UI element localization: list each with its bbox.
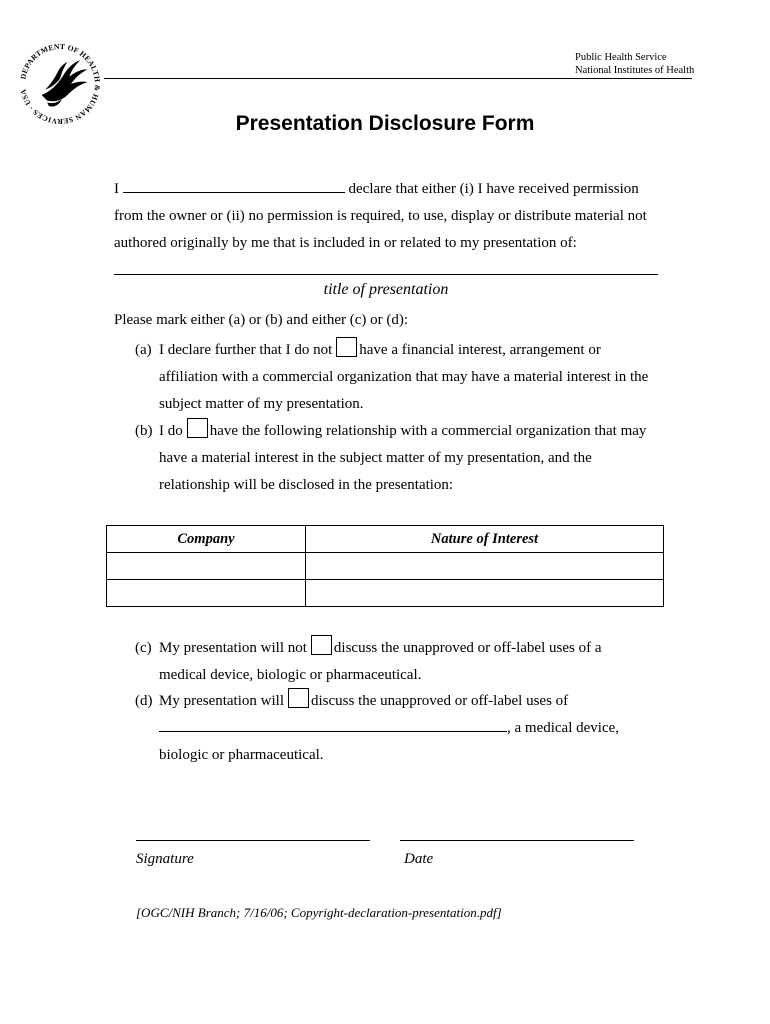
option-b-line-3: relationship will be disclosed in the presentation:: [159, 477, 454, 493]
title-caption: title of presentation: [323, 281, 449, 298]
declaration-text-3: authored originally by me that is included in or related to my presentation of:: [114, 235, 577, 251]
signature-field[interactable]: [136, 840, 370, 841]
presentation-title-field[interactable]: [114, 274, 658, 275]
option-d: [135, 688, 679, 769]
option-a-line-2: affiliation with a commercial organization that may have a material interest in the: [159, 369, 649, 385]
table-row: [107, 580, 664, 607]
option-c-label: (c): [135, 640, 152, 656]
agency-line-1: Public Health Service: [575, 52, 667, 63]
option-d-checkbox[interactable]: [288, 688, 309, 708]
option-c-checkbox[interactable]: [311, 635, 332, 655]
option-b-text-after: have the following relationship with a commercial organization that may: [209, 423, 647, 439]
agency-line-2: National Institutes of Health: [575, 65, 695, 76]
company-header: Company: [107, 526, 306, 553]
option-a-text-before: I declare further that I do not: [159, 342, 333, 358]
declaration-line-1: [114, 176, 674, 203]
company-cell[interactable]: [107, 580, 306, 607]
company-cell[interactable]: [107, 553, 306, 580]
option-c-line-2: medical device, biologic or pharmaceutical.: [159, 667, 422, 683]
option-c-text-before: My presentation will not: [159, 640, 307, 656]
option-d-text-before: My presentation will: [159, 693, 284, 709]
option-a: [135, 337, 679, 418]
option-c-text-after: discuss the unapproved or off-label uses of a: [333, 640, 602, 656]
table-header-row: [107, 526, 664, 553]
option-d-text-after: discuss the unapproved or off-label uses of: [310, 693, 569, 709]
date-label: Date: [404, 851, 434, 867]
interest-table: [106, 525, 664, 607]
option-d-label: (d): [135, 693, 153, 709]
declarant-name-field[interactable]: [123, 180, 345, 193]
option-b-label: (b): [135, 423, 153, 439]
option-d-line-2-suffix: , a medical device,: [507, 720, 620, 736]
option-a-checkbox[interactable]: [336, 337, 357, 357]
off-label-uses-field[interactable]: [159, 719, 507, 732]
seal-text: DEPARTMENT OF HEALTH & HUMAN SERVICES · USA: [18, 41, 103, 126]
option-a-label: (a): [135, 342, 152, 358]
option-b-checkbox[interactable]: [187, 418, 208, 438]
declaration-paragraph: [114, 176, 674, 257]
agency-block: [575, 51, 694, 77]
option-a-line-3: subject matter of my presentation.: [159, 396, 364, 412]
table-row: [107, 553, 664, 580]
declaration-text-1: declare that either (i) I have received permission: [348, 181, 639, 197]
option-b-line-2: have a material interest in the subject matter of my presentation, and the: [159, 450, 592, 466]
nature-of-interest-cell[interactable]: [306, 580, 664, 607]
option-a-text-after: have a financial interest, arrangement or: [359, 342, 601, 358]
option-b-text-before: I do: [159, 423, 183, 439]
signature-label: Signature: [136, 851, 194, 867]
declaration-text-2: from the owner or (ii) no permission is required, to use, display or distribute material not: [114, 208, 647, 224]
nature-of-interest-header: Nature of Interest: [306, 526, 664, 553]
option-d-line-3: biologic or pharmaceutical.: [159, 747, 324, 763]
form-title: Presentation Disclosure Form: [235, 112, 535, 135]
declaration-prefix: I: [114, 181, 119, 197]
date-field[interactable]: [400, 840, 634, 841]
header-rule: [104, 78, 692, 79]
footer-reference: [OGC/NIH Branch; 7/16/06; Copyright-declaration-presentation.pdf]: [136, 905, 502, 920]
nature-of-interest-cell[interactable]: [306, 553, 664, 580]
option-b: [135, 418, 679, 499]
option-c: [135, 635, 679, 689]
instruction-text: Please mark either (a) or (b) and either (c) or (d):: [114, 312, 409, 328]
